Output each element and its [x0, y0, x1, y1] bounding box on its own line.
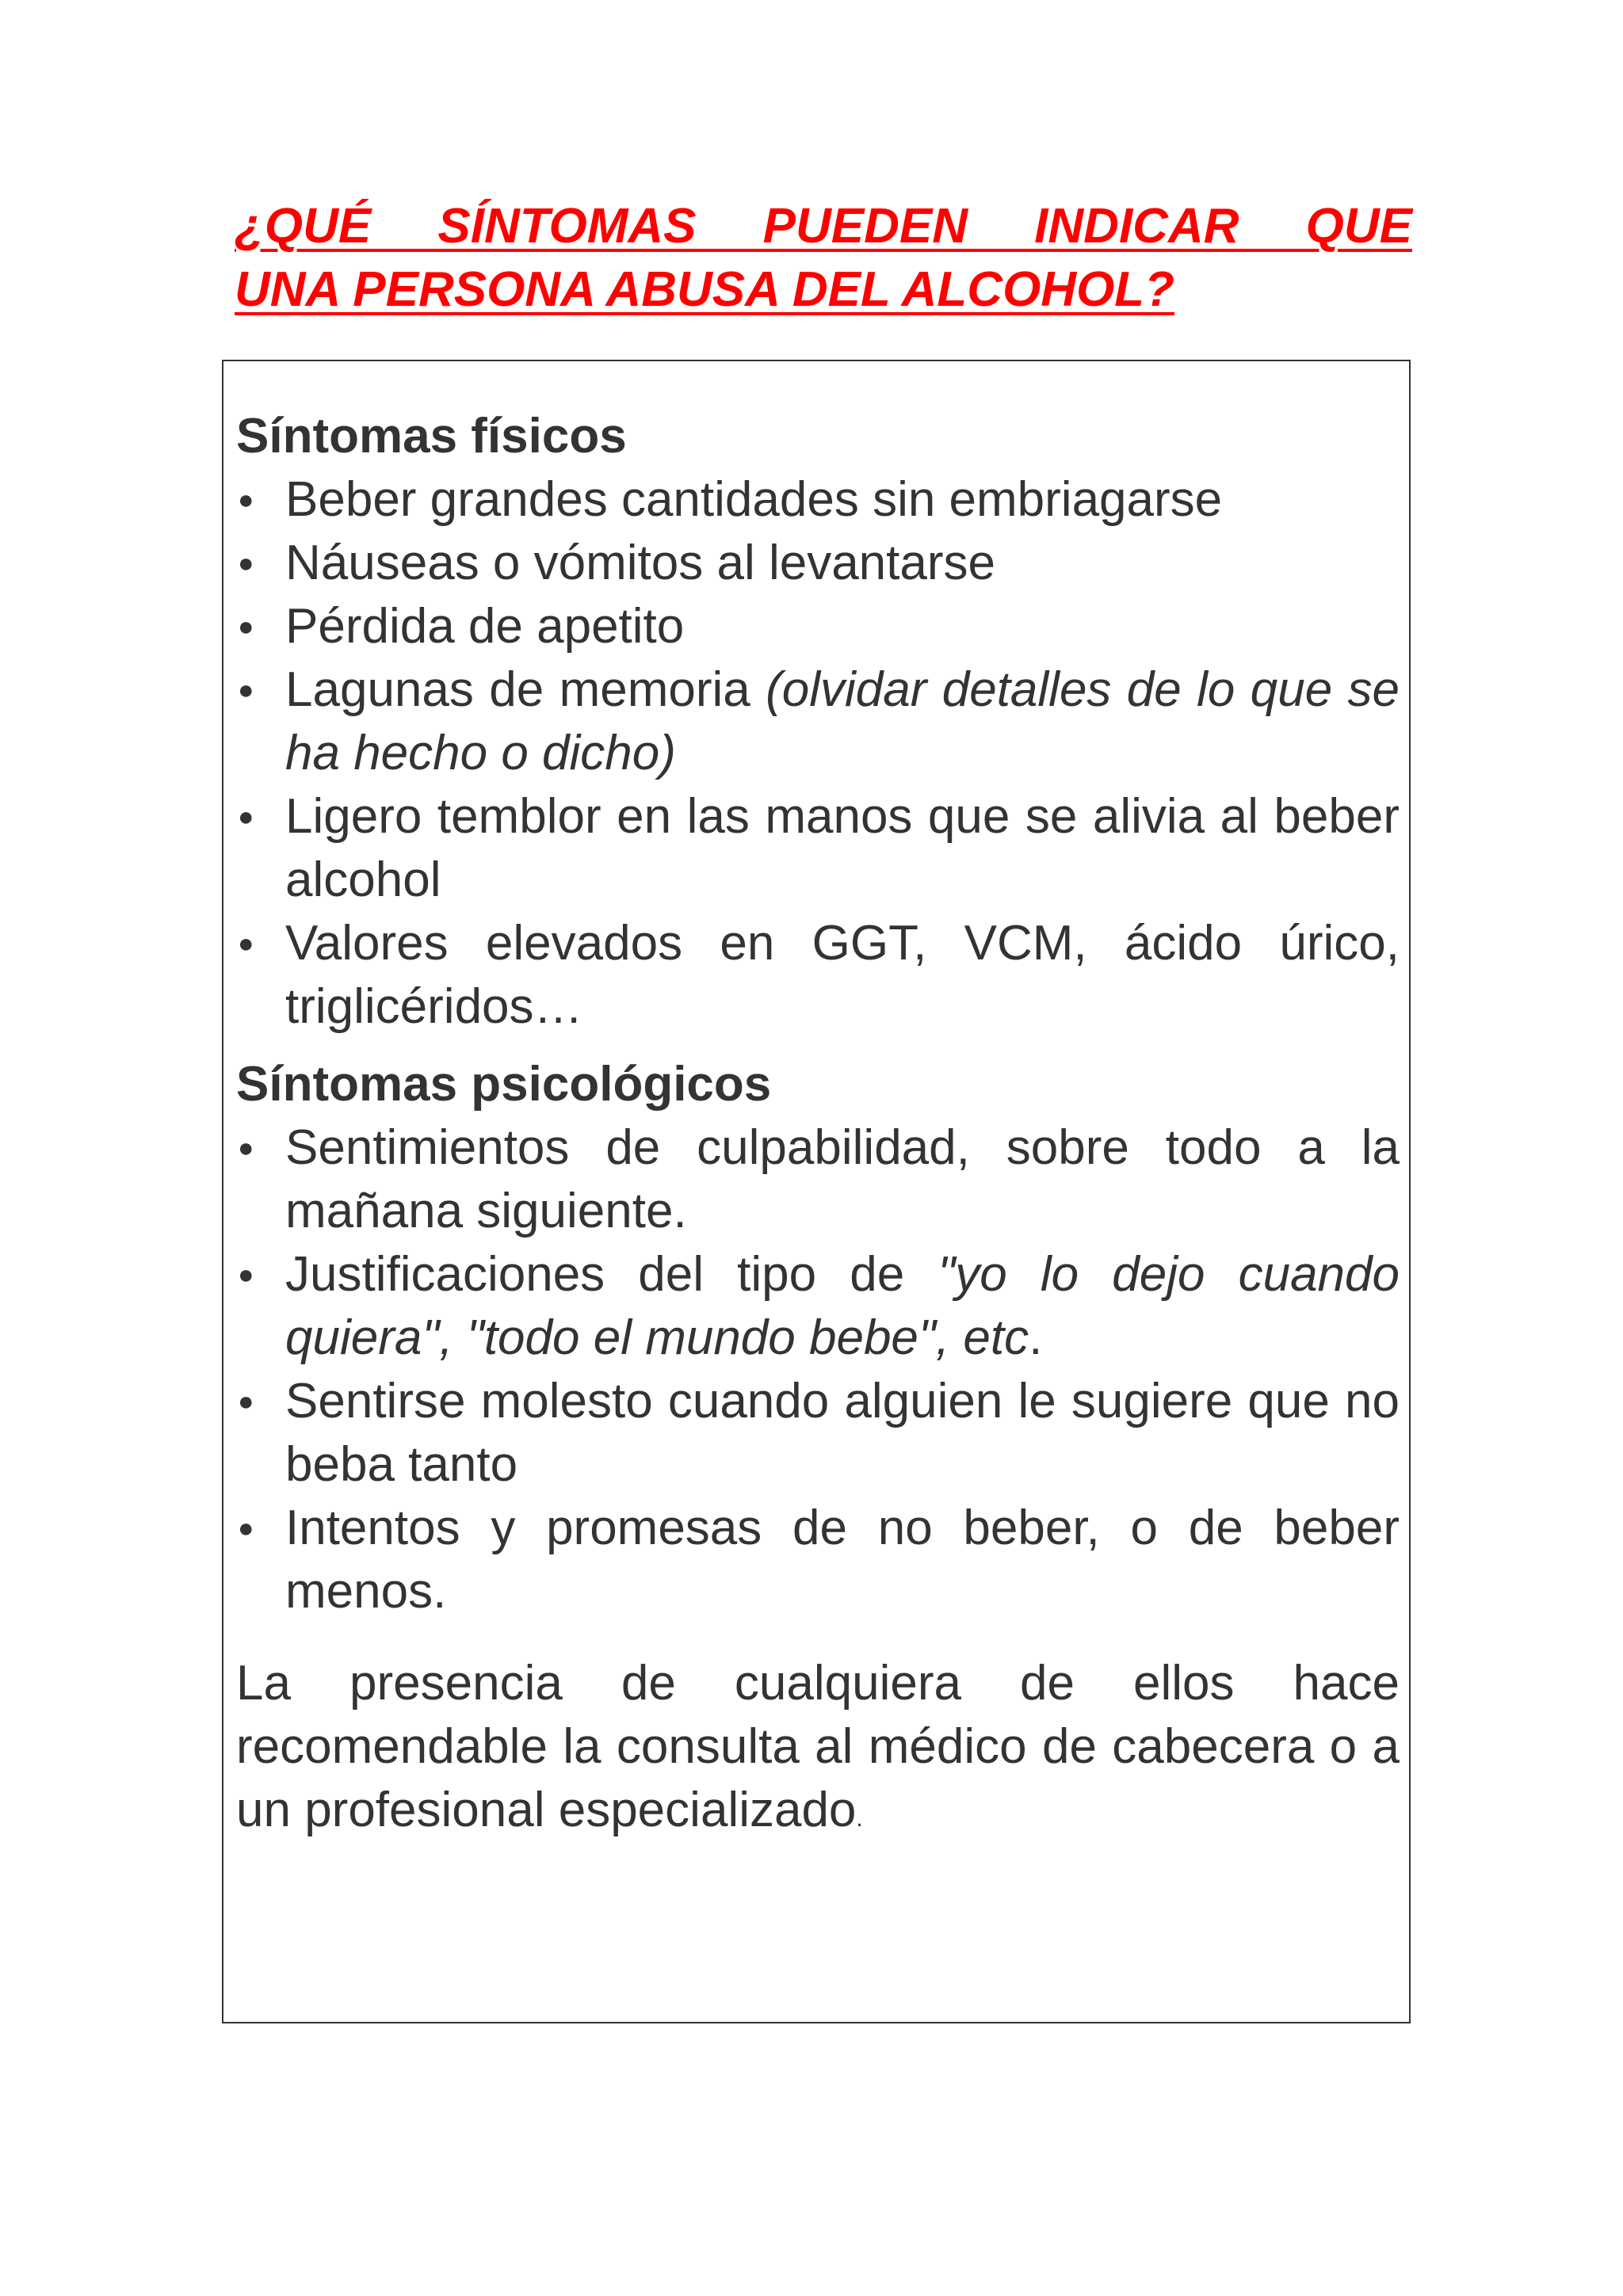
list-item	[236, 468, 1400, 532]
list-item	[236, 1370, 1400, 1497]
list-item	[236, 785, 1400, 912]
conclusion-paragraph	[236, 1652, 1400, 1851]
section-heading-psychological: Síntomas psicológicos	[236, 1057, 772, 1112]
list-item-text: Náuseas o vómitos al levantarse	[285, 536, 996, 590]
bullet-icon: ●	[238, 485, 254, 515]
list-item-text: Sentirse molesto cuando alguien le sugiere que no beba tanto	[285, 1374, 1400, 1492]
title-line-2: UNA PERSONA ABUSA DEL ALCOHOL?	[235, 262, 1175, 317]
bullet-icon: ●	[238, 1133, 254, 1163]
list-item	[236, 658, 1400, 785]
bullet-icon: ●	[238, 1513, 254, 1543]
bullet-icon: ●	[238, 929, 254, 959]
list-item	[236, 1116, 1400, 1243]
list-item-text: Sentimientos de culpabilidad, sobre todo a la mañana siguiente.	[285, 1120, 1400, 1238]
list-item	[236, 1497, 1400, 1623]
bullet-icon: ●	[238, 548, 254, 578]
list-item	[236, 532, 1400, 595]
list-item-text: Intentos y promesas de no beber, o de beber menos.	[285, 1501, 1400, 1619]
list-item-text: Beber grandes cantidades sin embriagarse	[285, 472, 1223, 527]
bullet-icon: ●	[238, 612, 254, 642]
list-item	[236, 912, 1400, 1039]
symptoms-content	[236, 405, 1400, 1851]
bullet-icon: ●	[238, 1260, 254, 1290]
list-item-text: Ligero temblor en las manos que se alivia al beber alcohol	[285, 789, 1400, 907]
page-title	[235, 195, 1412, 322]
psychological-symptom-list	[236, 1116, 1400, 1623]
list-item-text: Lagunas de memoria	[285, 662, 766, 717]
bullet-icon: ●	[238, 675, 254, 705]
physical-symptom-list	[236, 468, 1400, 1039]
list-item	[236, 1243, 1400, 1370]
bullet-icon: ●	[238, 1386, 254, 1417]
section-heading-physical: Síntomas físicos	[236, 409, 627, 463]
list-item-text: Valores elevados en GGT, VCM, ácido úrico, triglicéridos…	[285, 916, 1400, 1034]
title-line-1: ¿QUÉ SÍNTOMAS PUEDEN INDICAR QUE	[235, 199, 1412, 254]
list-item-quote: "yo lo dejo cuando quiera", "todo el mundo bebe", etc	[285, 1247, 1400, 1365]
list-item-tail: .	[1029, 1310, 1043, 1365]
bullet-icon: ●	[238, 802, 254, 832]
symptoms-box	[222, 360, 1411, 2023]
conclusion-end: .	[856, 1806, 863, 1832]
list-item	[236, 595, 1400, 658]
list-item-text: Pérdida de apetito	[285, 599, 685, 654]
conclusion-text: La presencia de cualquiera de ellos hace recomendable la consulta al médico de cabecera o a un profesional especializado	[236, 1656, 1400, 1837]
list-item-text: Justificaciones del tipo de	[285, 1247, 938, 1302]
list-item-note: (olvidar detalles de lo que se ha hecho o dicho)	[285, 662, 1400, 780]
